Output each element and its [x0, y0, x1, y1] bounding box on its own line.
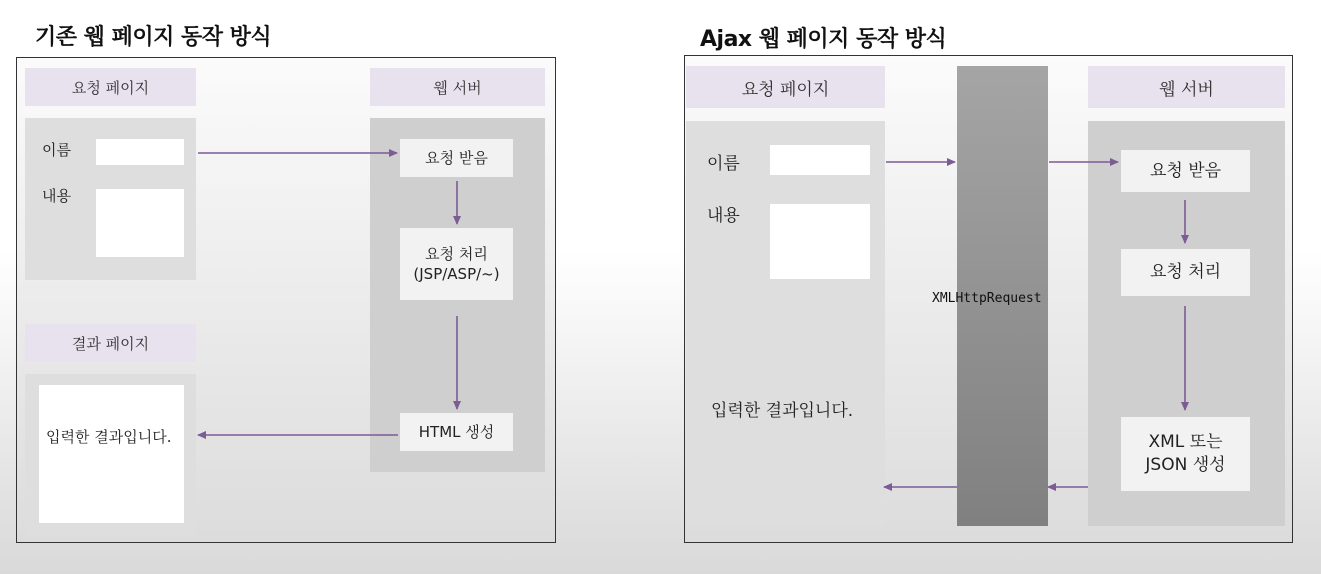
left-result-page-header: 결과 페이지	[25, 324, 196, 362]
right-xml-json-line1: XML 또는	[1148, 432, 1223, 453]
right-xml-json-line2: JSON 생성	[1145, 455, 1226, 475]
right-request-process-box: 요청 처리	[1121, 249, 1250, 296]
right-request-page-header: 요청 페이지	[686, 66, 885, 108]
left-diagram-title: 기존 웹 페이지 동작 방식	[35, 25, 272, 50]
left-html-generate-box: HTML 생성	[400, 413, 513, 451]
left-request-received-box: 요청 받음	[400, 139, 513, 177]
right-diagram-title: Ajax 웹 페이지 동작 방식	[700, 27, 947, 52]
left-content-label: 내용	[42, 187, 71, 205]
right-web-server-header: 웹 서버	[1088, 66, 1285, 108]
left-name-label: 이름	[42, 141, 71, 159]
right-request-received-box: 요청 받음	[1121, 150, 1250, 192]
right-content-label: 내용	[707, 206, 740, 226]
left-request-process-line2: (JSP/ASP/~)	[413, 265, 500, 283]
left-web-server-header: 웹 서버	[370, 68, 545, 106]
left-result-text: 입력한 결과입니다.	[46, 428, 172, 446]
left-request-page-header: 요청 페이지	[25, 68, 196, 106]
right-name-label: 이름	[707, 154, 740, 174]
xmlhttprequest-label: XMLHttpRequest	[932, 291, 1042, 306]
right-result-text: 입력한 결과입니다.	[711, 401, 854, 421]
left-request-process-line1: 요청 처리	[425, 244, 488, 263]
